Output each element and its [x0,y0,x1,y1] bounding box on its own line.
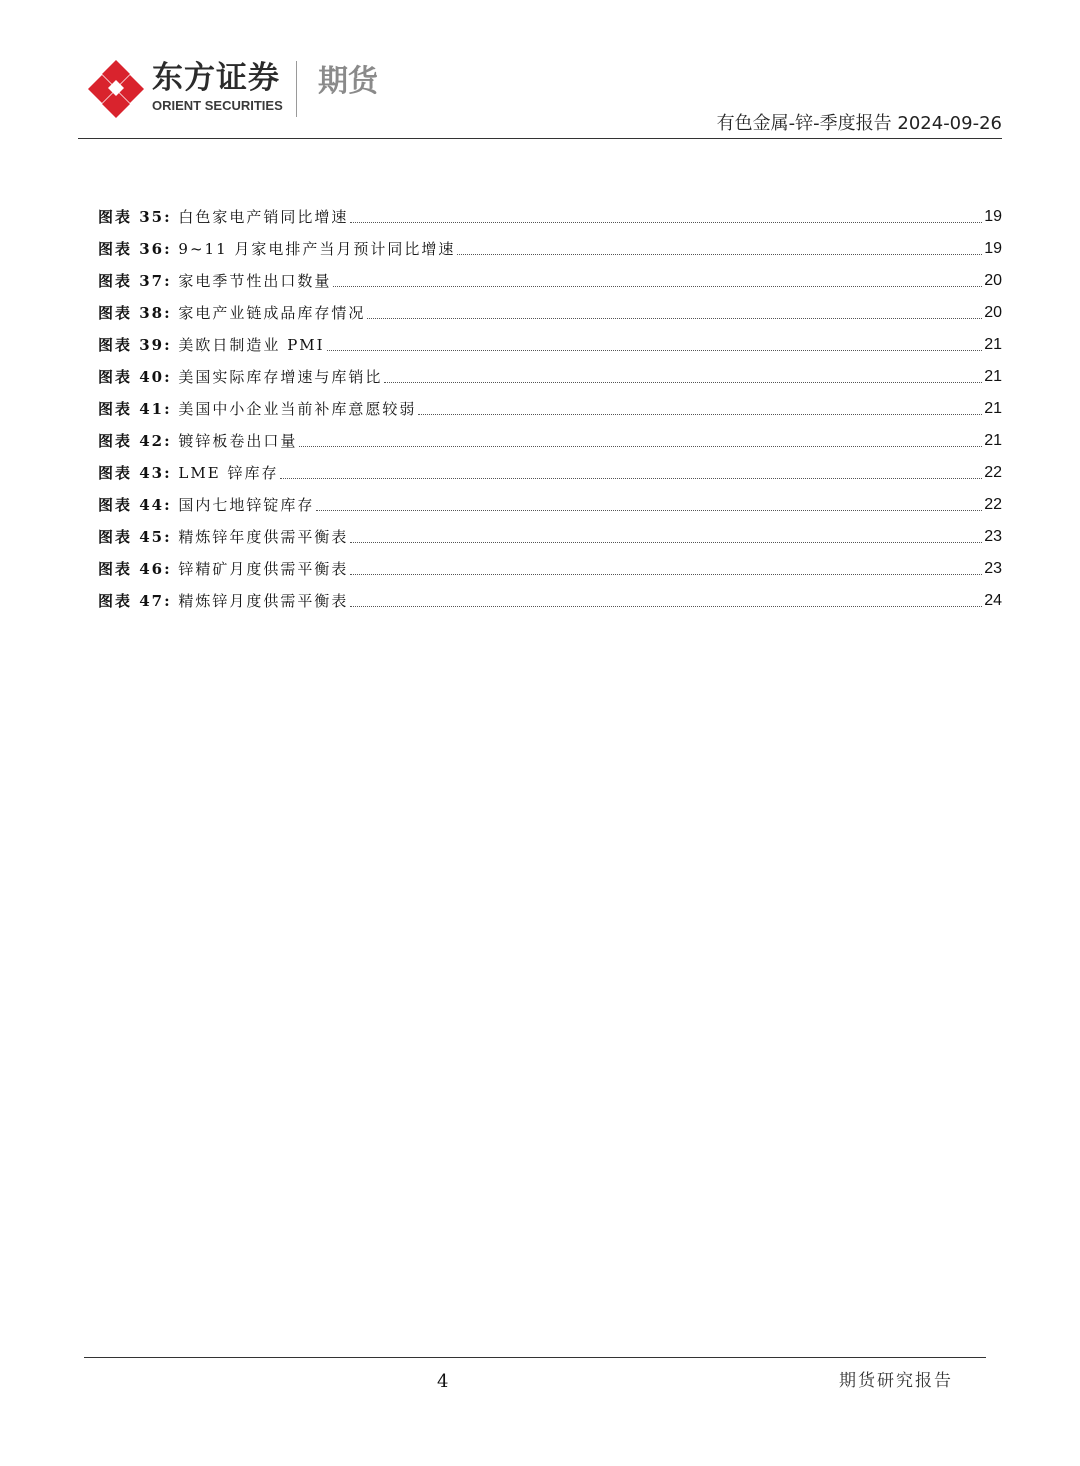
toc-page-number: 20 [984,304,1002,321]
toc-page-number: 23 [984,560,1002,577]
toc-figure-title: 镀锌板卷出口量 [178,432,298,450]
toc-figure-title: 9~11 月家电排产当月预计同比增速 [178,240,456,258]
toc-entry[interactable] [98,548,1002,580]
toc-page-number: 19 [984,240,1002,257]
toc-entry-label [98,270,331,292]
toc-entry-label [98,238,455,260]
brand-name-cn: 东方证券 [152,60,280,96]
toc-page-number: 21 [984,336,1002,353]
toc-figure-number: 图表 46: [98,560,172,578]
toc-figure-title: 美欧日制造业 PMI [178,336,325,354]
orient-securities-logo [88,60,144,118]
footer-label: 期货研究报告 [839,1371,953,1391]
toc-dot-leader [350,573,982,575]
toc-figure-title: 家电季节性出口数量 [178,272,332,290]
toc-figure-number: 图表 38: [98,304,172,322]
toc-figure-number: 图表 41: [98,400,172,418]
toc-figure-title: 美国实际库存增速与库销比 [178,368,383,386]
toc-dot-leader [367,317,982,319]
toc-figure-number: 图表 44: [98,496,172,514]
toc-figure-number: 图表 36: [98,240,172,258]
toc-entry[interactable] [98,516,1002,548]
table-of-figures [98,196,1002,612]
toc-page-number: 24 [984,592,1002,609]
toc-entry-label [98,526,348,548]
toc-entry-label [98,334,325,356]
toc-entry-label [98,462,278,484]
toc-figure-number: 图表 45: [98,528,172,546]
toc-figure-title: 国内七地锌锭库存 [178,496,315,514]
toc-figure-title: 家电产业链成品库存情况 [178,304,366,322]
toc-figure-number: 图表 43: [98,464,172,482]
toc-entry-label [98,302,365,324]
page-number: 4 [437,1371,449,1392]
footer-divider [84,1357,986,1358]
toc-page-number: 21 [984,368,1002,385]
toc-dot-leader [280,477,982,479]
toc-page-number: 20 [984,272,1002,289]
toc-dot-leader [327,349,983,351]
toc-figure-number: 图表 40: [98,368,172,386]
toc-figure-number: 图表 35: [98,208,172,226]
toc-dot-leader [333,285,982,287]
toc-entry-label [98,430,297,452]
brand-divider [296,61,297,117]
header-divider [78,138,1002,139]
toc-figure-title: LME 锌库存 [178,464,279,482]
brand-name [152,60,283,114]
toc-entry[interactable] [98,292,1002,324]
brand-subtitle: 期货 [318,64,378,99]
toc-entry-label [98,494,314,516]
toc-dot-leader [350,541,982,543]
toc-figure-title: 白色家电产销同比增速 [178,208,349,226]
toc-dot-leader [316,509,982,511]
toc-page-number: 21 [984,400,1002,417]
toc-page-number: 23 [984,528,1002,545]
toc-entry[interactable] [98,324,1002,356]
toc-entry[interactable] [98,388,1002,420]
toc-dot-leader [418,413,982,415]
toc-dot-leader [350,221,982,223]
toc-dot-leader [350,605,982,607]
toc-entry[interactable] [98,452,1002,484]
toc-figure-number: 图表 37: [98,272,172,290]
toc-entry-label [98,366,382,388]
toc-figure-title: 精炼锌月度供需平衡表 [178,592,349,610]
toc-entry[interactable] [98,420,1002,452]
toc-page-number: 21 [984,432,1002,449]
toc-entry-label [98,398,416,420]
toc-figure-number: 图表 39: [98,336,172,354]
toc-dot-leader [299,445,982,447]
report-title: 有色金属-锌-季度报告 2024-09-26 [716,113,1002,134]
toc-figure-title: 精炼锌年度供需平衡表 [178,528,349,546]
toc-figure-number: 图表 42: [98,432,172,450]
toc-dot-leader [457,253,982,255]
toc-page-number: 19 [984,208,1002,225]
toc-entry[interactable] [98,228,1002,260]
toc-figure-title: 美国中小企业当前补库意愿较弱 [178,400,417,418]
brand-name-en: ORIENT SECURITIES [152,98,283,113]
toc-figure-number: 图表 47: [98,592,172,610]
toc-entry[interactable] [98,260,1002,292]
toc-page-number: 22 [984,464,1002,481]
toc-figure-title: 锌精矿月度供需平衡表 [178,560,349,578]
toc-entry-label [98,558,348,580]
toc-page-number: 22 [984,496,1002,513]
toc-entry[interactable] [98,196,1002,228]
toc-entry[interactable] [98,484,1002,516]
toc-dot-leader [384,381,982,383]
toc-entry-label [98,206,348,228]
toc-entry[interactable] [98,356,1002,388]
toc-entry-label [98,590,348,612]
toc-entry[interactable] [98,580,1002,612]
